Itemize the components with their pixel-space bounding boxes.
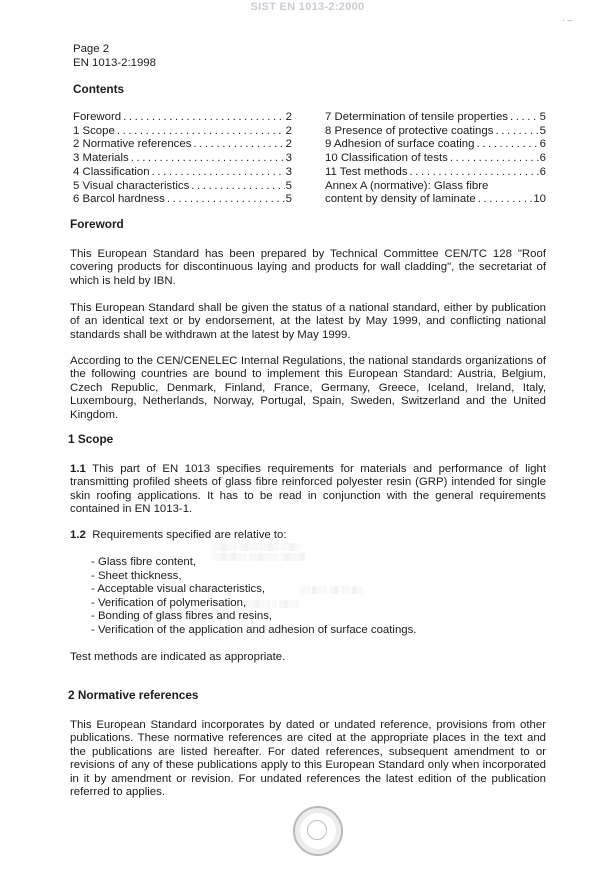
toc-dot-leader xyxy=(493,125,539,139)
clause-text: This part of EN 1013 specifies requirements for materials and performance of light transmitting profiled sheets of glass fibre reinforced polyester resin (GRP) intended for single skin roofing applications. It has to be read in conjunction with the general requirements contained in EN 1013-1. xyxy=(70,463,546,516)
toc-entry-page: 2 xyxy=(285,111,292,123)
seal-center xyxy=(307,820,327,840)
toc-entry-page: 6 xyxy=(539,152,546,165)
toc-dot-leader xyxy=(476,193,534,207)
corner-mark xyxy=(562,14,578,28)
list-item: - Glass fibre content, xyxy=(91,556,197,568)
toc-entry xyxy=(325,125,546,139)
toc-entry xyxy=(73,138,292,152)
toc-entry xyxy=(325,111,546,125)
test-methods-note: Test methods are indicated as appropriate. xyxy=(70,651,286,663)
seal-stamp xyxy=(293,806,343,856)
foreword-heading: Foreword xyxy=(70,217,124,231)
toc-entry xyxy=(73,166,292,180)
toc-dot-leader xyxy=(448,152,539,166)
toc-entry-label: 4 Classification xyxy=(73,165,150,178)
scope-requirements-list xyxy=(91,556,416,638)
foreword-paragraph-1: This European Standard has been prepared by Technical Committee CEN/TC 128 "Roof covering products for discontinuous laying and products for wall cladding", the secretariat of which is held by IBN. xyxy=(70,248,546,287)
toc-entry-label: 5 Visual characteristics xyxy=(73,179,190,192)
foreword-paragraph-2: This European Standard shall be given the status of a national standard, either by publication of an identical text or by endorsement, at the latest by May 1999, and conflicting national standards shall be withdrawn at the latest by May 1999. xyxy=(70,302,546,341)
toc-left-column xyxy=(73,111,292,207)
scope-paragraph-1-2 xyxy=(70,529,546,542)
toc-entry-label: 2 Normative references xyxy=(73,138,192,151)
toc-entry-label: 10 Classification of tests xyxy=(325,152,448,165)
toc-entry-page: 3 xyxy=(285,152,292,165)
toc-entry-page: 2 xyxy=(285,124,292,137)
toc-entry-label: 6 Barcol hardness xyxy=(73,193,165,206)
toc-dot-leader xyxy=(129,152,285,166)
toc-entry xyxy=(73,111,292,125)
toc-entry-label: 3 Materials xyxy=(73,152,129,165)
clause-number: 1.2 xyxy=(70,529,86,541)
toc-entry xyxy=(73,152,292,166)
scope-paragraph-1-1 xyxy=(70,463,546,517)
toc-dot-leader xyxy=(121,111,285,125)
list-item: - Verification of the application and adhesion of surface coatings. xyxy=(91,623,417,636)
page-number: Page 2 xyxy=(73,43,110,55)
toc-dot-leader xyxy=(474,138,539,152)
toc-entry-label: Foreword xyxy=(73,111,122,123)
page-header xyxy=(73,43,156,70)
scan-artifact: ░░ ▒░░ ░▒ ░░ ▒░ xyxy=(300,587,363,594)
toc-dot-leader xyxy=(165,193,285,207)
toc-annex-label: Annex A (normative): Glass fibre xyxy=(325,179,489,192)
toc-entry-label: 11 Test methods xyxy=(325,165,408,178)
scan-artifact: ░░▒░▒░░ ░░▒░░░ ░▒░░▒ xyxy=(212,554,306,561)
watermark: SIST EN 1013-2:2000 xyxy=(250,1,365,13)
toc-entry-page: 5 xyxy=(539,124,546,137)
normative-references-heading: 2 Normative references xyxy=(68,688,199,702)
toc-entry xyxy=(73,180,292,194)
standard-id: EN 1013-2:1998 xyxy=(73,56,156,69)
toc-entry xyxy=(325,152,546,166)
toc-entry xyxy=(73,125,292,139)
list-item: - Sheet thickness, xyxy=(91,569,182,582)
toc-entry xyxy=(325,166,546,180)
list-item: - Bonding of glass fibres and resins, xyxy=(91,610,273,623)
clause-text: Requirements specified are relative to: xyxy=(92,529,287,541)
toc-entry-label: 8 Presence of protective coatings xyxy=(325,124,494,137)
toc-entry-page: 6 xyxy=(539,138,546,151)
scan-artifact: ░░▒░░ ░ ░▒░░ xyxy=(245,601,299,608)
toc-entry-page: 10 xyxy=(533,193,546,206)
clause-number: 1.1 xyxy=(70,463,86,475)
toc-dot-leader xyxy=(408,166,539,180)
scan-artifact: ░░▒░░ ░▒░░░░▒░ ░░▒░ xyxy=(212,544,301,551)
toc-annex-label-cont: content by density of laminate xyxy=(325,193,476,206)
list-item: - Verification of polymerisation, xyxy=(91,596,247,609)
toc-entry-label: 9 Adhesion of surface coating xyxy=(325,138,475,151)
contents-heading: Contents xyxy=(73,82,125,96)
toc-entry-page: 6 xyxy=(539,165,546,178)
scope-heading: 1 Scope xyxy=(68,432,114,446)
toc-entry xyxy=(73,193,292,207)
toc-entry-page: 2 xyxy=(285,138,292,151)
toc-entry xyxy=(325,193,546,207)
toc-dot-leader xyxy=(115,125,285,139)
toc-right-column xyxy=(325,111,546,207)
toc-entry-label: 7 Determination of tensile properties xyxy=(325,111,508,123)
toc-dot-leader xyxy=(508,111,539,125)
toc-entry-page: 5 xyxy=(285,179,292,192)
toc-entry-page: 5 xyxy=(285,193,292,206)
toc-entry xyxy=(325,138,546,152)
list-item: - Acceptable visual characteristics, xyxy=(91,583,266,596)
normative-references-paragraph: This European Standard incorporates by dated or undated reference, provisions from other publications. These normative references are cited at the appropriate places in the text and the publications are listed hereafter. For dated references, subsequent amendment to or revisions of any of these publications apply to this European Standard only when incorporated in it by amendment or revision. For undated references the latest edition of the publication referred to applies. xyxy=(70,719,546,799)
toc-entry-page: 5 xyxy=(539,111,546,123)
toc-dot-leader xyxy=(189,180,285,194)
toc-entry-label: 1 Scope xyxy=(73,124,115,137)
toc-dot-leader xyxy=(150,166,285,180)
foreword-paragraph-3: According to the CEN/CENELEC Internal Regulations, the national standards organizations of the following countries are bound to implement this European Standard: Austria, Belgium, Czech Republic, Denmark, Finland, France, Germany, Greece, Iceland, Ireland, Italy, Luxembourg, Netherlands, Norway, Portugal, Spain, Sweden, Switzerland and the United Kingdom. xyxy=(70,355,546,421)
toc-dot-leader xyxy=(191,138,285,152)
toc-entry-page: 3 xyxy=(285,165,292,178)
